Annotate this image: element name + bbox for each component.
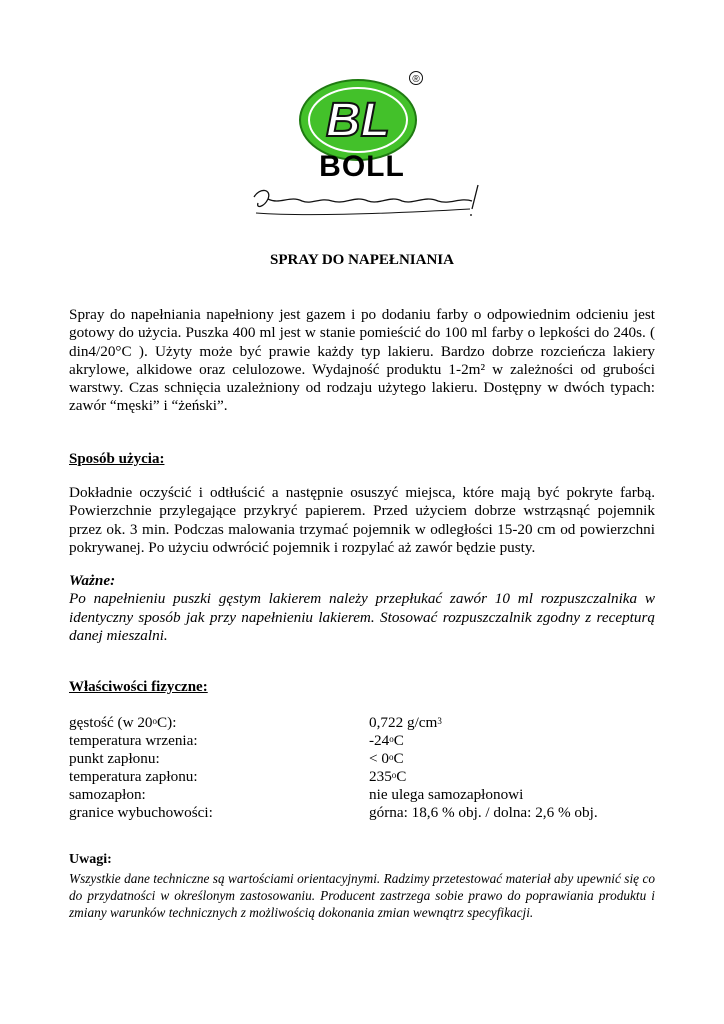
important-text: Po napełnieniu puszki gęstym lakierem należy przepłukać zawór 10 ml rozpuszczalnika w identyczny sposób jak przy napełnieniu lakierem. Stosować rozpuszczalnik zgodny z recepturą danej mieszalni. <box>69 590 655 644</box>
slogan-signature <box>250 183 490 223</box>
property-row: granice wybuchowości: górna: 18,6 % obj. / dolna: 2,6 % obj. <box>69 804 598 821</box>
property-row: temperatura wrzenia: -24$^o$C <box>69 732 404 749</box>
property-row: punkt zapłonu: < $0^oC$ <box>69 750 404 767</box>
brand-name: BOLL <box>319 150 405 183</box>
registered-mark: ® <box>412 74 420 85</box>
notes-paragraph: Wszystkie dane techniczne są wartościami orientacyjnymi. Radzimy przetestować materiał aby upewnić się co do przydatności w określonym zastosowaniu. Producent zastrzega sobie prawo do poprawiania produktu i zmiany warunków technicznych z możliwością dokonania zmian wewnątrz specyfikacji. <box>69 871 655 920</box>
logo-lettering: BL <box>326 94 390 147</box>
important-section <box>69 572 655 645</box>
properties-table <box>69 714 655 822</box>
intro-paragraph: Spray do napełniania napełniony jest gazem i po dodaniu farby o odpowiednim odcieniu jest gotowy do użycia. Puszka 400 ml jest w stanie pomieścić do 100 ml farby o lepkości do 240s. ( din4/20°C ). Użyty może być prawie każdy typ lakieru. Bardzo dobrze rozcieńcza lakiery akrylowe, alkidowe oraz celulozowe. Wydajność produktu 1-2m² w zależności od grubości warstwy. Czas schnięcia uzależniony od rodzaju użytego lakieru. Dostępny w dwóch typach: zawór “męski” i “żeński”. <box>69 306 655 415</box>
property-row: gęstość (w 20$^o$C): 0,722 $g/cm^3$ <box>69 714 442 731</box>
notes-heading: Uwagi: <box>69 852 112 867</box>
properties-heading: Właściwości fizyczne: <box>69 679 208 695</box>
important-heading: Ważne: <box>69 572 116 589</box>
page-title: SPRAY DO NAPEŁNIANIA <box>270 252 454 268</box>
property-row: samozapłon: nie ulega samozapłonowi <box>69 786 524 803</box>
property-row: temperatura zapłonu: 235$^o$C <box>69 768 407 785</box>
usage-paragraph: Dokładnie oczyścić i odtłuścić a następnie osuszyć miejsca, które mają być pokryte farbą. Powierzchnie przylegające przykryć papierem. Przed użyciem dobrze wstrząsnąć pojemnik przez ok. 3 min. Podczas malowania trzymać pojemnik w odległości 15-20 cm od powierzchni pokrywanej. Po użyciu odwrócić pojemnik i rozpylać aż zawór będzie pusty. <box>69 484 655 556</box>
usage-heading: Sposób użycia: <box>69 451 165 467</box>
